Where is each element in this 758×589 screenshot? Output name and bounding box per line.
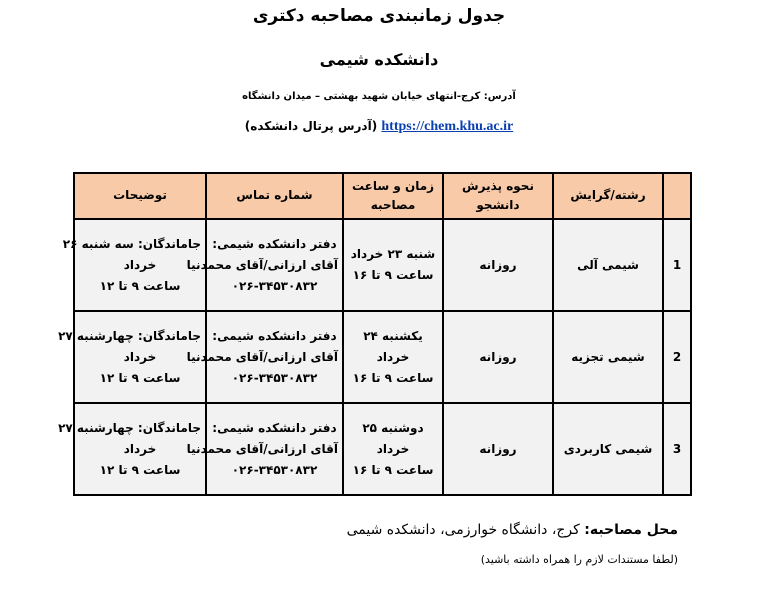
notes-line: ساعت ۹ تا ۱۲ xyxy=(99,278,181,293)
header-interview-time xyxy=(343,173,443,219)
schedule-table xyxy=(58,172,692,496)
location-value: کرج، دانشگاه خوارزمی، دانشکده شیمی xyxy=(346,522,580,538)
time-line: ساعت ۹ تا ۱۶ xyxy=(352,370,434,385)
row-field: شیمی کاربردی xyxy=(553,403,663,495)
table-row xyxy=(74,403,691,495)
faculty-name: دانشکده شیمی xyxy=(319,50,439,69)
header-interview-time-line: زمان و ساعت xyxy=(351,178,435,193)
row-number: 2 xyxy=(663,311,691,403)
header-number xyxy=(663,173,691,219)
table-row xyxy=(74,219,691,311)
time-line: ساعت ۹ تا ۱۶ xyxy=(352,268,434,282)
time-line: خرداد xyxy=(376,349,410,364)
row-number: 1 xyxy=(663,219,691,311)
row-interview-time xyxy=(343,403,443,495)
notes-line: جاماندگان: چهارشنبه ۲۷ xyxy=(58,420,201,435)
contact-line: دفتر دانشکده شیمی: xyxy=(212,420,337,435)
row-interview-time xyxy=(343,311,443,403)
row-interview-time xyxy=(343,219,443,311)
notes-line: جاماندگان: سه شنبه ۲۶ xyxy=(62,236,201,251)
row-admission-mode: روزانه xyxy=(443,311,553,403)
portal-link[interactable]: https://chem.khu.ac.ir xyxy=(381,119,514,134)
contact-phone: ۰۲۶-۳۴۵۳۰۸۳۲ xyxy=(231,462,318,477)
notes-line: ساعت ۹ تا ۱۲ xyxy=(99,370,181,385)
notes-line: خرداد xyxy=(123,441,157,456)
notes-line: خرداد xyxy=(123,349,157,364)
row-admission-mode: روزانه xyxy=(443,403,553,495)
time-line: یکشنبه ۲۴ xyxy=(363,328,423,343)
contact-line: دفتر دانشکده شیمی: xyxy=(212,328,337,343)
row-contact xyxy=(186,403,343,495)
notes-line: خرداد xyxy=(123,257,157,272)
time-line: دوشنبه ۲۵ xyxy=(362,420,424,435)
contact-phone: ۰۲۶-۳۴۵۳۰۸۳۲ xyxy=(231,370,318,385)
header-contact: شماره تماس xyxy=(206,173,343,219)
row-contact xyxy=(186,311,343,403)
portal-line xyxy=(0,119,758,135)
notes-line: ساعت ۹ تا ۱۲ xyxy=(99,462,181,477)
time-line: ساعت ۹ تا ۱۶ xyxy=(352,462,434,477)
page-title: جدول زمانبندی مصاحبه دکتری xyxy=(252,6,506,26)
row-admission-mode: روزانه xyxy=(443,219,553,311)
contact-phone: ۰۲۶-۳۴۵۳۰۸۳۲ xyxy=(231,278,318,293)
header-field: رشته/گرایش xyxy=(553,173,663,219)
portal-label-text: (آدرس پرتال دانشکده) xyxy=(244,119,378,133)
header-interview-time-line: مصاحبه xyxy=(370,198,416,212)
time-line: خرداد xyxy=(376,441,410,456)
contact-line: آقای ارزانی/آقای محمدنیا xyxy=(186,257,338,272)
row-field: شیمی تجزیه xyxy=(553,311,663,403)
contact-line: دفتر دانشکده شیمی: xyxy=(212,236,337,251)
location-label: محل مصاحبه: xyxy=(584,522,678,538)
row-contact xyxy=(186,219,343,311)
contact-line: آقای ارزانی/آقای محمدنیا xyxy=(186,441,338,456)
address-line: آدرس: کرج-انتهای خیابان شهید بهشتی – میدان دانشگاه xyxy=(242,91,516,102)
header-admission-mode: نحوه پذیرش دانشجو xyxy=(443,173,553,219)
row-field: شیمی آلی xyxy=(553,219,663,311)
table-header-row xyxy=(74,173,691,219)
header-notes: توضیحات xyxy=(74,173,206,219)
time-line: شنبه ۲۳ خرداد xyxy=(350,247,436,261)
notes-line: جاماندگان: چهارشنبه ۲۷ xyxy=(58,328,201,343)
contact-line: آقای ارزانی/آقای محمدنیا xyxy=(186,349,338,364)
table-row xyxy=(74,311,691,403)
interview-location xyxy=(347,522,678,538)
documents-note: (لطفا مستندات لازم را همراه داشته باشید) xyxy=(480,553,678,566)
row-number: 3 xyxy=(663,403,691,495)
